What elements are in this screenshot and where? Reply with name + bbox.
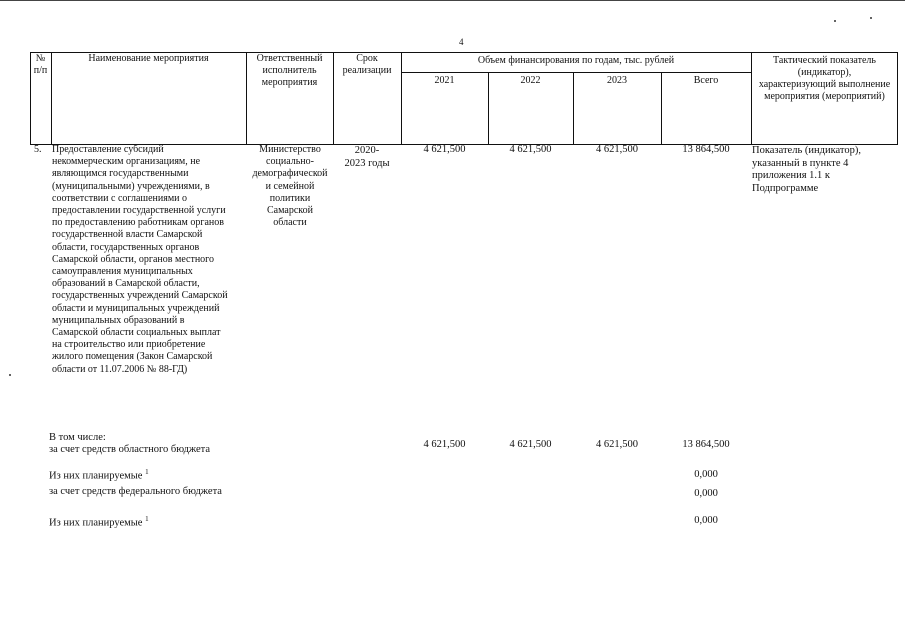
row-value-2021: 4 621,500 xyxy=(423,144,466,155)
planned-label-1: Из них планируемые xyxy=(49,470,143,482)
footnote-mark-2: 1 xyxy=(145,515,149,523)
including-label: В том числе: xyxy=(49,432,106,443)
planned-value-1: 0,000 xyxy=(694,469,718,480)
header-year-2022: 2022 xyxy=(520,75,541,86)
planned-row-1 xyxy=(49,466,149,483)
row-activity-name: Предоставление субсидий некоммерческим организациям, не являющимся государственными (муниципальными) учреждениями, в соответствии с соглашениями о предоставлении государственной услуги по предоставлению работникам органов государственной власти Самарской области, государственных органов Самарской области, органов местного самоуправления муниципальных образований в Самарской области, государственных учреждений Самарской области и муниципальных учреждений муниципальных образований в Самарской области социальных выплат на строительство или приобретение жилого помещения (Закон Самарской области от 11.07.2006 № 88-ГД) xyxy=(52,144,228,375)
scan-speck xyxy=(870,17,872,19)
header-num: № п/п xyxy=(33,53,48,76)
header-name: Наименование мероприятия xyxy=(88,53,209,64)
footnote-mark-1: 1 xyxy=(145,468,149,476)
header-indicator: Тактический показатель (индикатор), характеризующий выполнение мероприятия (мероприятий) xyxy=(758,55,891,102)
page-number: 4 xyxy=(459,37,464,47)
regional-value-2021: 4 621,500 xyxy=(423,439,466,450)
row-value-2022: 4 621,500 xyxy=(509,144,552,155)
planned-label-2: Из них планируемые xyxy=(49,517,143,529)
federal-budget-label: за счет средств федерального бюджета xyxy=(49,486,222,497)
row-value-2023: 4 621,500 xyxy=(596,144,638,155)
regional-budget-label: за счет средств областного бюджета xyxy=(49,444,211,455)
header-executor: Ответственный исполнитель мероприятия xyxy=(256,53,323,88)
header-year-2021: 2021 xyxy=(434,75,455,86)
row-executor: Министерство социально- демографической и семейной политики Самарской области xyxy=(252,144,328,229)
row-number: 5. xyxy=(34,144,42,155)
years-divider xyxy=(401,72,751,73)
top-border-line xyxy=(0,0,905,1)
col-line xyxy=(51,52,52,145)
regional-value-2022: 4 621,500 xyxy=(509,439,552,450)
planned-value-2: 0,000 xyxy=(694,515,718,526)
header-financing: Объем финансирования по годам, тыс. рублей xyxy=(477,55,675,66)
scan-speck xyxy=(834,20,836,22)
header-term: Срок реализации xyxy=(342,53,392,76)
header-total: Всего xyxy=(693,75,719,86)
header-year-2023: 2023 xyxy=(607,75,627,86)
scan-speck xyxy=(9,374,11,376)
row-indicator: Показатель (индикатор), указанный в пункте 4 приложения 1.1 к Подпрограмме xyxy=(752,145,861,194)
row-value-total: 13 864,500 xyxy=(682,144,730,155)
regional-value-total: 13 864,500 xyxy=(682,439,730,450)
federal-value-total: 0,000 xyxy=(694,488,718,499)
row-term: 2020- 2023 годы xyxy=(344,145,390,169)
regional-value-2023: 4 621,500 xyxy=(596,439,638,450)
planned-row-2 xyxy=(49,513,149,530)
